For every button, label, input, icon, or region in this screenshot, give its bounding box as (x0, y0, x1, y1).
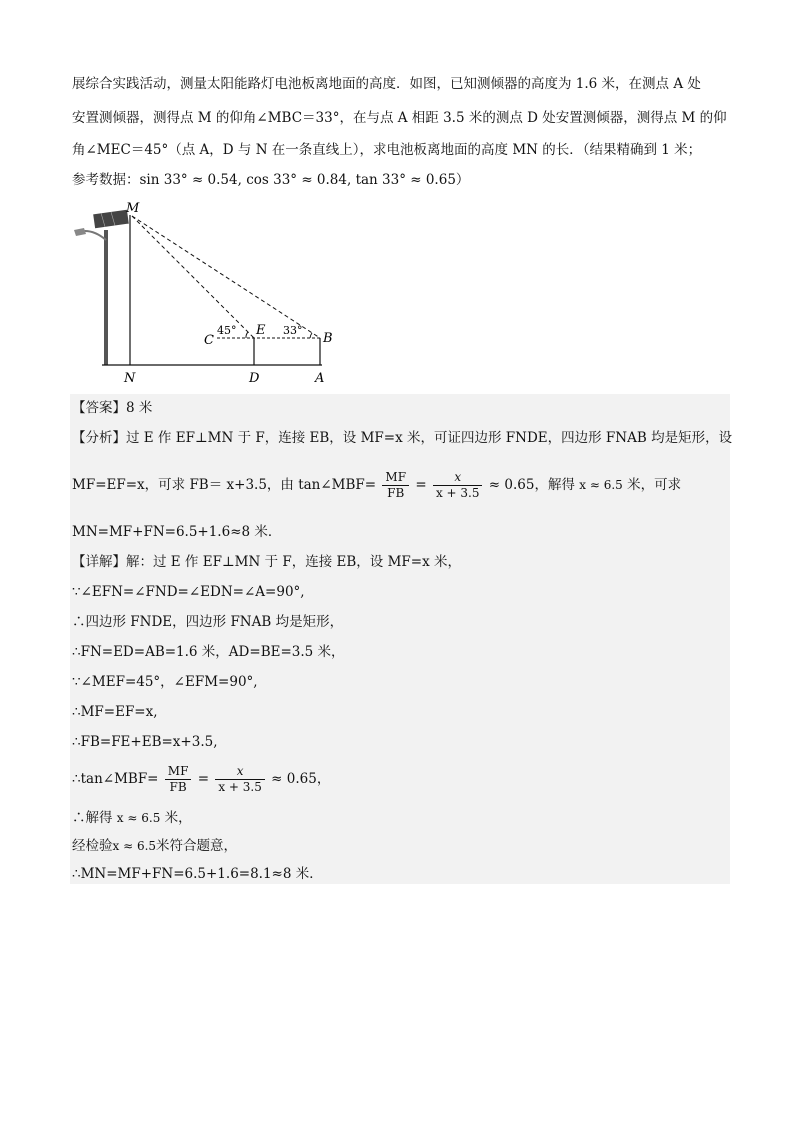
analysis-text-c: x ≈ 6.5 (579, 478, 623, 492)
sight-line-ME (132, 216, 254, 338)
fraction-x (215, 764, 265, 795)
label-D: D (249, 371, 260, 386)
detail-text: ∴解得 (72, 810, 113, 826)
detail-line-10 (72, 836, 237, 856)
fraction-denominator: x + 3.5 (218, 780, 262, 794)
detail-line-11: ∴MN=MF+FN=6.5+1.6=8.1≈8 米． (72, 866, 323, 882)
detail-line-6: ∴MF=EF=x, (72, 704, 158, 720)
problem-line-2: 安置测倾器，测得点 M 的仰角∠MBC＝33°，在与点 A 相距 3.5 米的测点 D 处安置测倾器，测得点 M 的仰 (72, 110, 727, 126)
angle-label-45: 45° (217, 324, 237, 337)
label-A: A (315, 371, 325, 386)
fraction-numerator: MF (165, 764, 192, 780)
detail-line-7: ∴FB=FE+EB=x+3.5, (72, 734, 218, 750)
analysis-text-a: MF=EF=x，可求 FB＝ x+3.5，由 tan∠MBF= (72, 477, 377, 493)
equals-sign: = (197, 771, 210, 787)
fraction-denominator: FB (169, 780, 187, 794)
detail-line-8 (72, 764, 330, 795)
geometry-figure (72, 200, 342, 390)
detail-line-5: ∵∠MEF=45°，∠EFM=90°, (72, 674, 258, 690)
detail-line-3: ∴四边形 FNDE，四边形 FNAB 均是矩形， (72, 614, 344, 630)
detail-line-1: 【详解】解：过 E 作 EF⊥MN 于 F，连接 EB，设 MF=x 米， (72, 554, 461, 570)
fraction-mf-fb (382, 470, 409, 501)
fraction-numerator: x (215, 764, 265, 780)
detail-text: 米， (164, 810, 192, 826)
angle-label-33: 33° (283, 324, 303, 337)
problem-line-3: 角∠MEC＝45°（点 A，D 与 N 在一条直线上），求电池板离地面的高度 MN 的长．（结果精确到 1 米； (72, 142, 702, 158)
problem-line-1: 展综合实践活动，测量太阳能路灯电池板离地面的高度．如图，已知测倾器的高度为 1.6 米，在测点 A 处 (72, 76, 701, 92)
detail-math: x ≈ 6.5 (116, 811, 161, 825)
label-C: C (204, 333, 214, 348)
analysis-text-d: 米，可求 (627, 477, 682, 493)
fraction-numerator: MF (382, 470, 409, 486)
sight-line-MB (132, 216, 320, 338)
label-N: N (124, 371, 136, 386)
fraction-mf-fb (165, 764, 192, 795)
analysis-line-2 (72, 470, 681, 501)
label-M: M (126, 201, 140, 216)
analysis-line-3: MN=MF+FN=6.5+1.6≈8 米． (72, 524, 282, 540)
label-E: E (256, 323, 266, 338)
detail-line-2: ∵∠EFN=∠FND=∠EDN=∠A=90°, (72, 584, 305, 600)
detail-line-9 (72, 808, 192, 828)
answer-line: 【答案】8 米 (72, 400, 153, 416)
angle-arc-E (246, 332, 248, 338)
detail-text: 米符合题意， (156, 838, 238, 854)
fraction-x (433, 470, 483, 501)
fraction-denominator: x + 3.5 (435, 486, 480, 500)
fraction-denominator: FB (387, 486, 405, 500)
equals-sign: = (415, 477, 427, 493)
analysis-text-b: ≈ 0.65，解得 (488, 477, 575, 493)
problem-line-4: 参考数据：sin 33° ≈ 0.54, cos 33° ≈ 0.84, tan 33° ≈ 0.65） (72, 172, 470, 188)
detail-text: 经检验 (72, 838, 113, 854)
detail-text-b: ≈ 0.65， (271, 771, 331, 787)
fraction-numerator: x (433, 470, 483, 486)
detail-math: x ≈ 6.5 (112, 839, 157, 853)
detail-text-a: ∴tan∠MBF= (72, 771, 159, 787)
angle-arc-B (310, 333, 312, 338)
label-B: B (323, 331, 333, 346)
detail-line-4: ∴FN=ED=AB=1.6 米，AD=BE=3.5 米， (72, 644, 345, 660)
lamp-head (74, 228, 86, 236)
analysis-line-1: 【分析】过 E 作 EF⊥MN 于 F，连接 EB，设 MF=x 米，可证四边形 FNDE，四边形 FNAB 均是矩形，设 (72, 430, 733, 446)
